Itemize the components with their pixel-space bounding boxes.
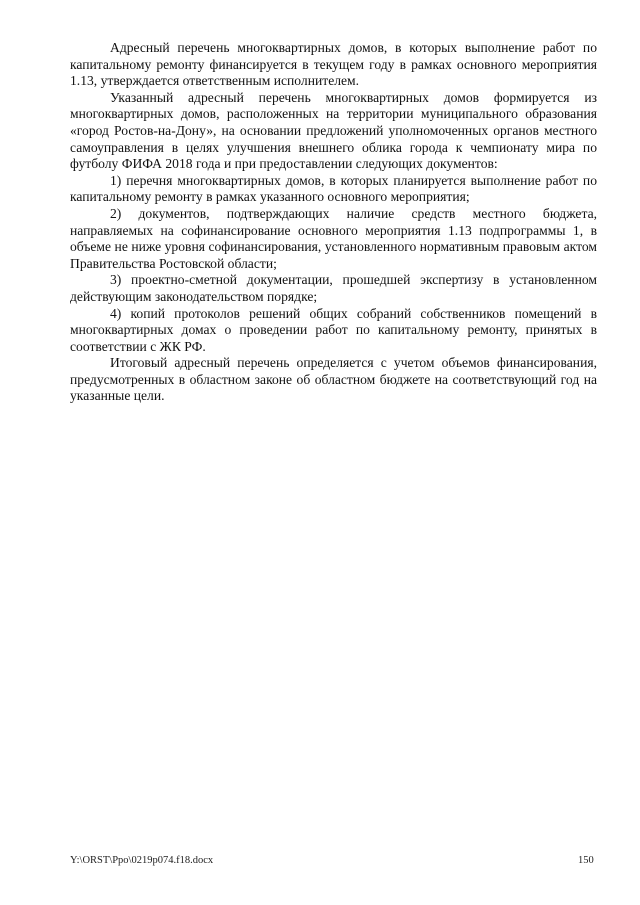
document-body [70,40,597,405]
paragraph-item-2: 2) документов, подтверждающих наличие средств местного бюджета, направляемых на софинансирование основного мероприятия 1.13 подпрограммы 1, в объеме не ниже уровня софинансирования, установленного нормативным правовым актом Правительства Ростовской области; [70,205,597,271]
paragraph-item-3: 3) проектно-сметной документации, прошедшей экспертизу в установленном действующим законодательством порядке; [70,272,597,304]
paragraph-item-4: 4) копий протоколов решений общих собраний собственников помещений в многоквартирных домах о проведении работ по капитальному ремонту, принятых в соответствии с ЖК РФ. [70,305,597,354]
footer-page-number: 150 [578,855,594,866]
paragraph-item-1: 1) перечня многоквартирных домов, в которых планируется выполнение работ по капитальному ремонту в рамках указанного основного мероприятия; [70,172,597,205]
footer-file-path: Y:\ORST\Ppo\0219p074.f18.docx [70,855,214,866]
paragraph-address-list-approval: Адресный перечень многоквартирных домов, в которых выполнение работ по капитальному ремонту финансируется в текущем году в рамках основного мероприятия 1.13, утверждается ответственным исполнителем. [70,40,597,89]
paragraph-final-list: Итоговый адресный перечень определяется с учетом объемов финансирования, предусмотренных в областном законе об областном бюджете на соответствующий год на указанные цели. [70,355,597,404]
paragraph-address-list-formation: Указанный адресный перечень многоквартирных домов формируется из многоквартирных домов, расположенных на территории муниципального образования «город Ростов-на-Дону», на основании предложений уполномоченных органов местного самоуправления в целях улучшения внешнего облика города к чемпионату мира по футболу ФИФА 2018 года и при предоставлении следующих документов: [70,89,597,172]
